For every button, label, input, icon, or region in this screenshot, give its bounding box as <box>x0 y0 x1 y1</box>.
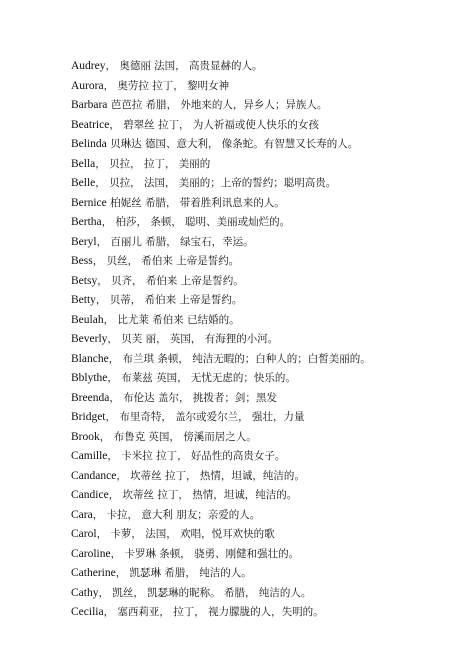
entry-description: ， 卡罗琳 条顿， 骁勇、刚健和强壮的。 <box>110 547 300 560</box>
name-entry <box>71 96 464 116</box>
name-entry <box>71 77 464 97</box>
entry-name: Bella <box>71 157 96 170</box>
entry-description: ， 碧翠丝 拉丁， 为人祈福或使人快乐的女孩 <box>109 118 319 131</box>
entry-name: Bess <box>71 255 93 267</box>
entry-name: Breenda <box>71 391 110 404</box>
entry-description: ， 卡拉， 意大利 朋友；亲爱的人。 <box>92 508 261 521</box>
entry-name: Caroline <box>71 547 111 560</box>
entry-name: Aurora <box>71 79 104 92</box>
name-entry <box>71 155 464 175</box>
name-entry <box>71 389 464 409</box>
name-entry <box>71 428 464 448</box>
name-entry <box>71 291 464 311</box>
entry-description: ， 柏莎， 条顿， 聪明、美丽或灿烂的。 <box>101 216 291 228</box>
entry-name: Cara <box>71 508 93 521</box>
name-entry <box>71 174 464 194</box>
name-entry <box>71 603 464 623</box>
entry-description: ， 塞西莉亚， 拉丁， 视力朦胧的人，失明的。 <box>103 606 324 618</box>
entry-name: Betsy <box>71 274 98 287</box>
entry-description: ， 贝蒂， 希伯来 上帝是誓约。 <box>95 294 243 306</box>
name-entry <box>71 350 464 370</box>
entry-name: Betty <box>71 294 96 306</box>
entry-name: Bridget <box>71 411 106 423</box>
name-entry <box>71 330 464 350</box>
name-entry <box>71 233 464 253</box>
name-entry <box>71 272 464 292</box>
entry-name: Candance <box>71 469 117 482</box>
entry-description: ， 凯瑟琳 希腊， 纯洁的人。 <box>115 567 252 579</box>
name-entry <box>71 369 464 389</box>
name-entry <box>71 213 464 233</box>
name-entry <box>71 311 464 331</box>
entry-description: ， 贝拉， 拉丁， 美丽的 <box>95 157 211 170</box>
entry-description: ， 贝拉， 法国， 美丽的；上帝的誓约；聪明高贵。 <box>95 177 337 189</box>
entry-description: ， 贝芙 丽， 英国， 有海狸的小河。 <box>107 333 279 345</box>
name-entry <box>71 57 464 77</box>
entry-description: ， 坎蒂丝 拉丁， 热情，坦诚，纯洁的。 <box>116 469 305 482</box>
entry-description: ， 贝丝， 希伯来 上帝是誓约。 <box>92 255 240 267</box>
entry-description: ， 布莱兹 英国， 无忧无虑的；快乐的。 <box>107 372 296 384</box>
name-list <box>71 57 464 623</box>
entry-name: Blanche <box>71 352 109 365</box>
entry-description: ， 坎蒂丝 拉丁， 热情，坦诚，纯洁的。 <box>108 489 298 501</box>
name-entry <box>71 447 464 467</box>
entry-name: Cathy <box>71 586 99 599</box>
entry-description: ， 贝齐， 希伯来 上帝是誓约。 <box>97 274 244 287</box>
entry-name: Audrey <box>71 60 106 72</box>
entry-description: ， 凯丝， 凯瑟琳的昵称。 希腊， 纯洁的人。 <box>98 586 312 599</box>
entry-name: Cecilia <box>71 606 104 618</box>
entry-description: ， 卡萝， 法国， 欢唱，悦耳欢快的歌 <box>96 528 275 540</box>
name-entry <box>71 486 464 506</box>
entry-name: Beatrice <box>71 118 110 131</box>
name-entry <box>71 252 464 272</box>
name-entry <box>71 467 464 487</box>
name-entry <box>71 564 464 584</box>
entry-description: ， 布伦达 盖尔， 挑拨者；剑；黑发 <box>109 391 277 404</box>
entry-name: Belinda <box>71 138 107 150</box>
name-entry <box>71 506 464 526</box>
entry-name: Beryl <box>71 235 97 248</box>
entry-description: 贝琳达 德国、意大利， 像条蛇。有智慧又长寿的人。 <box>106 138 359 150</box>
name-entry <box>71 135 464 155</box>
entry-description: ， 比尤莱 希伯来 已结婚的。 <box>103 313 240 326</box>
entry-name: Candice <box>71 489 109 501</box>
entry-name: Carol <box>71 528 97 540</box>
entry-name: Barbara <box>71 99 108 111</box>
entry-name: Beverly <box>71 333 108 345</box>
name-entry <box>71 525 464 545</box>
name-entry <box>71 194 464 214</box>
entry-description: ， 奥德丽 法国， 高贵显赫的人。 <box>105 60 263 72</box>
entry-description: ， 布兰琪 条顿， 纯洁无暇的；白种人的；白皙美丽的。 <box>108 352 371 365</box>
entry-description: 芭芭拉 希腊， 外地来的人，异乡人；异族人。 <box>107 99 328 111</box>
entry-description: ， 布鲁克 英国， 傍溪而居之人。 <box>99 430 257 443</box>
entry-description: ， 奥劳拉 拉丁， 黎明女神 <box>103 79 230 92</box>
entry-description: ， 布里奇特， 盖尔或爱尔兰， 强壮，力量 <box>105 411 305 423</box>
entry-name: Belle <box>71 177 96 189</box>
entry-name: Bblythe <box>71 372 108 384</box>
name-entry <box>71 116 464 136</box>
entry-name: Beulah <box>71 313 104 326</box>
entry-description: ， 百丽儿 希腊， 绿宝石，幸运。 <box>96 235 254 248</box>
name-entry <box>71 545 464 565</box>
entry-name: Bertha <box>71 216 102 228</box>
entry-description: ， 卡米拉 拉丁， 好品性的高贵女子。 <box>107 450 286 462</box>
entry-name: Bernice <box>71 196 107 209</box>
entry-description: 柏妮丝 希腊， 带着胜利讯息来的人。 <box>106 196 285 209</box>
name-entry <box>71 584 464 604</box>
entry-name: Camille <box>71 450 108 462</box>
entry-name: Brook <box>71 430 100 443</box>
name-entry <box>71 408 464 428</box>
entry-name: Catherine <box>71 567 116 579</box>
